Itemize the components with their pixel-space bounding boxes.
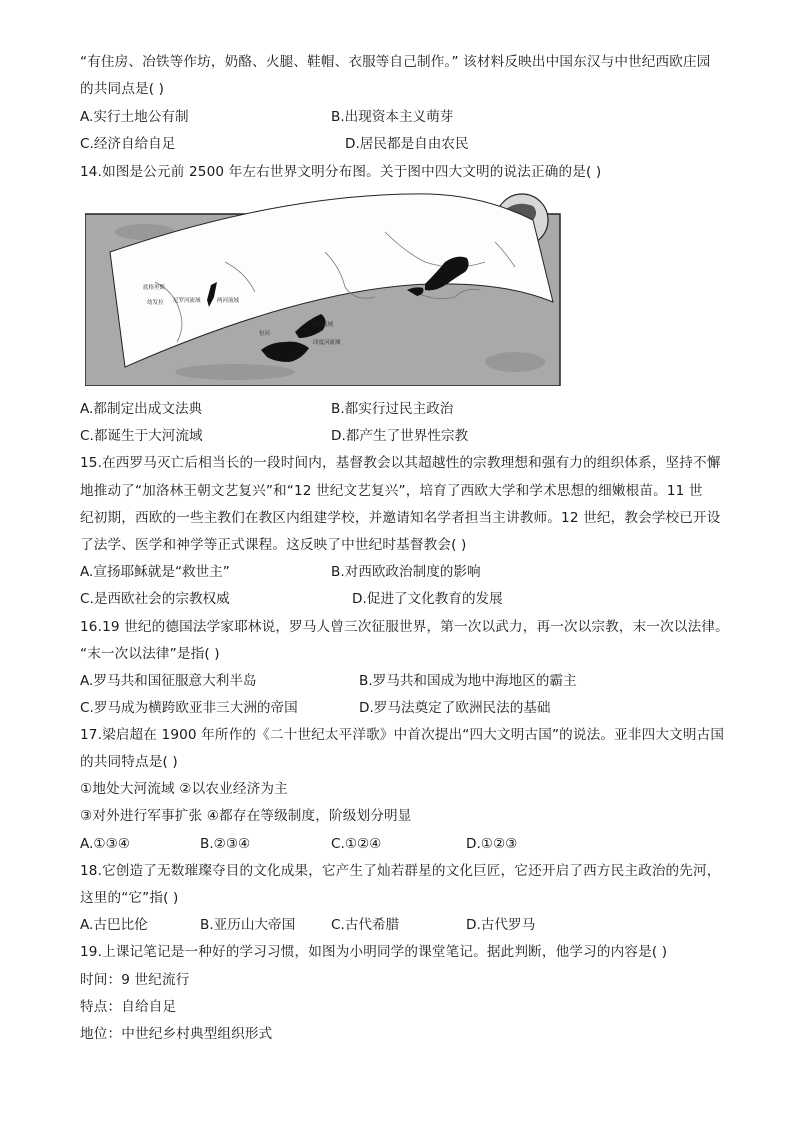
q17-option-b: B.②③④ xyxy=(200,836,251,852)
q17-stem-line-1: 17.梁启超在 1900 年所作的《二十世纪太平洋歌》中首次提出“四大文明古国”的说法。亚非四大文明古国 xyxy=(80,727,725,743)
q13-stem-line-2: 的共同点是( ) xyxy=(80,81,165,97)
q14-option-c: C.都诞生于大河流域 xyxy=(80,428,203,444)
q18-stem-line-1: 18.它创造了无数璀璨夺目的文化成果，它产生了灿若群星的文化巨匠，它还开启了西方民主政治的先河， xyxy=(80,863,721,879)
map-label-tigris: 底格里斯 xyxy=(143,285,166,291)
q13-option-a: A.实行土地公有制 xyxy=(80,109,189,125)
q18-option-d: D.古代罗马 xyxy=(466,917,536,933)
map-label-mesopotamia: 两河流域 xyxy=(217,298,240,304)
map-label-indus: 印度河流域 xyxy=(313,340,341,346)
q17-statement-1-2: ①地处大河流域 ②以农业经济为主 xyxy=(80,781,288,797)
q14-stem: 14.如图是公元前 2500 年左右世界文明分布图。关于图中四大文明的说法正确的是( ) xyxy=(80,164,602,180)
q13-option-d: D.居民都是自由农民 xyxy=(345,136,469,152)
map-label-nile: 尼罗河流域 xyxy=(173,298,201,304)
q14-option-d: D.都产生了世界性宗教 xyxy=(331,428,469,444)
q15-stem-line-1: 15.在西罗马灭亡后相当长的一段时间内，基督教会以其超越性的宗教理想和强有力的组织体系，坚持不懈 xyxy=(80,455,721,471)
q15-stem-line-4: 了法学、医学和神学等正式课程。这反映了中世纪时基督教会( ) xyxy=(80,537,467,553)
q16-option-b: B.罗马共和国成为地中海地区的霸主 xyxy=(359,673,577,689)
q16-stem-line-2: “末一次以法律”是指( ) xyxy=(80,646,220,662)
map-label-euphrates: 幼发拉 xyxy=(147,300,164,306)
q18-option-b: B.亚历山大帝国 xyxy=(200,917,296,933)
q13-option-c: C.经济自给自足 xyxy=(80,136,176,152)
world-civilization-map xyxy=(85,192,565,386)
q19-note-feature: 特点：自给自足 xyxy=(80,999,177,1015)
q16-option-d: D.罗马法奠定了欧洲民法的基础 xyxy=(359,700,551,716)
q18-option-c: C.古代希腊 xyxy=(331,917,400,933)
q19-note-status: 地位：中世纪乡村典型组织形式 xyxy=(80,1026,273,1042)
map-label-ganges: 恒河 xyxy=(259,331,271,337)
q14-option-a: A.都制定出成文法典 xyxy=(80,401,203,417)
q19-stem: 19.上课记笔记是一种好的学习习惯，如图为小明同学的课堂笔记。据此判断，他学习的内容是( ) xyxy=(80,944,668,960)
q17-option-c: C.①②④ xyxy=(331,836,382,852)
q17-option-a: A.①③④ xyxy=(80,836,130,852)
q15-stem-line-2: 地推动了“加洛林王朝文艺复兴”和“12 世纪文艺复兴”，培育了西欧大学和学术思想的细嫩根苗。11 世 xyxy=(80,483,703,499)
q15-option-b: B.对西欧政治制度的影响 xyxy=(331,564,481,580)
q16-option-a: A.罗马共和国征服意大利半岛 xyxy=(80,673,257,689)
q19-note-time: 时间：9 世纪流行 xyxy=(80,972,190,988)
q17-option-d: D.①②③ xyxy=(466,836,518,852)
q18-stem-line-2: 这里的“它”指( ) xyxy=(80,890,179,906)
q14-option-b: B.都实行过民主政治 xyxy=(331,401,454,417)
q15-stem-line-3: 纪初期，西欧的一些主教们在教区内组建学校，并邀请知名学者担当主讲教师。12 世纪，教会学校已开设 xyxy=(80,510,721,526)
map-label-yellow-river: 黄河流域 xyxy=(311,322,334,328)
q18-option-a: A.古巴比伦 xyxy=(80,917,148,933)
q16-option-c: C.罗马成为横跨欧亚非三大洲的帝国 xyxy=(80,700,298,716)
q13-stem-line-1: “有住房、冶铁等作坊，奶酪、火腿、鞋帽、衣服等自己制作。” 该材料反映出中国东汉与中世纪西欧庄园 xyxy=(80,54,711,70)
q16-stem-line-1: 16.19 世纪的德国法学家耶林说，罗马人曾三次征服世界，第一次以武力，再一次以宗教，末一次以法律。 xyxy=(80,619,729,635)
q17-stem-line-2: 的共同特点是( ) xyxy=(80,754,178,770)
q15-option-a: A.宣扬耶稣就是“救世主” xyxy=(80,564,230,580)
q15-option-d: D.促进了文化教育的发展 xyxy=(352,591,503,607)
q13-option-b: B.出现资本主义萌芽 xyxy=(331,109,454,125)
q17-statement-3-4: ③对外进行军事扩张 ④都存在等级制度，阶级划分明显 xyxy=(80,808,412,824)
q15-option-c: C.是西欧社会的宗教权威 xyxy=(80,591,230,607)
